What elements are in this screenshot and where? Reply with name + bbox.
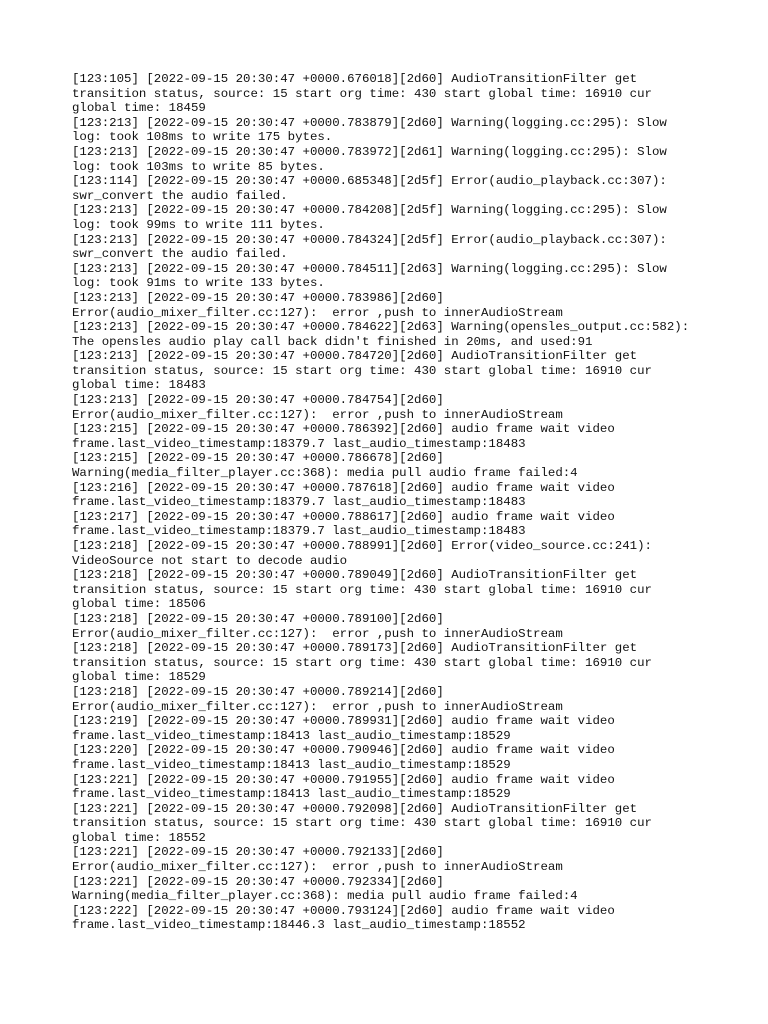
log-line: [123:215] [2022-09-15 20:30:47 +0000.786392][2d60] audio frame wait video bbox=[72, 422, 615, 437]
log-line: [123:114] [2022-09-15 20:30:47 +0000.685348][2d5f] Error(audio_playback.cc:307): bbox=[72, 174, 667, 189]
log-line: frame.last_video_timestamp:18379.7 last_audio_timestamp:18483 bbox=[72, 524, 526, 539]
log-line: transition status, source: 15 start org time: 430 start global time: 16910 cur bbox=[72, 655, 652, 670]
log-line: Warning(media_filter_player.cc:368): media pull audio frame failed:4 bbox=[72, 889, 578, 904]
log-line: [123:221] [2022-09-15 20:30:47 +0000.792133][2d60] bbox=[72, 845, 444, 860]
log-line: Error(audio_mixer_filter.cc:127): error ,push to innerAudioStream bbox=[72, 407, 563, 422]
log-line: transition status, source: 15 start org time: 430 start global time: 16910 cur bbox=[72, 816, 652, 831]
log-line: global time: 18506 bbox=[72, 597, 206, 612]
log-text-block bbox=[72, 72, 732, 933]
log-line: log: took 108ms to write 175 bytes. bbox=[72, 130, 333, 145]
log-line: [123:218] [2022-09-15 20:30:47 +0000.789214][2d60] bbox=[72, 684, 444, 699]
log-line: swr_convert the audio failed. bbox=[72, 247, 288, 262]
log-line: [123:222] [2022-09-15 20:30:47 +0000.793124][2d60] audio frame wait video bbox=[72, 903, 615, 918]
log-line: [123:213] [2022-09-15 20:30:47 +0000.783986][2d60] bbox=[72, 290, 444, 305]
log-line: frame.last_video_timestamp:18379.7 last_audio_timestamp:18483 bbox=[72, 495, 526, 510]
log-line: [123:216] [2022-09-15 20:30:47 +0000.787618][2d60] audio frame wait video bbox=[72, 480, 615, 495]
log-line: Warning(media_filter_player.cc:368): media pull audio frame failed:4 bbox=[72, 466, 578, 481]
log-line: [123:213] [2022-09-15 20:30:47 +0000.784622][2d63] Warning(opensles_output.cc:582): bbox=[72, 320, 690, 335]
log-line: transition status, source: 15 start org time: 430 start global time: 16910 cur bbox=[72, 363, 652, 378]
log-line: [123:217] [2022-09-15 20:30:47 +0000.788617][2d60] audio frame wait video bbox=[72, 509, 615, 524]
log-line: log: took 103ms to write 85 bytes. bbox=[72, 159, 325, 174]
log-line: [123:213] [2022-09-15 20:30:47 +0000.783972][2d61] Warning(logging.cc:295): Slow bbox=[72, 144, 667, 159]
log-line: global time: 18459 bbox=[72, 101, 206, 116]
log-line: frame.last_video_timestamp:18379.7 last_audio_timestamp:18483 bbox=[72, 436, 526, 451]
log-line: swr_convert the audio failed. bbox=[72, 188, 288, 203]
log-line: global time: 18529 bbox=[72, 670, 206, 685]
log-line: [123:220] [2022-09-15 20:30:47 +0000.790946][2d60] audio frame wait video bbox=[72, 743, 615, 758]
log-line: log: took 99ms to write 111 bytes. bbox=[72, 217, 325, 232]
log-line: Error(audio_mixer_filter.cc:127): error ,push to innerAudioStream bbox=[72, 305, 563, 320]
log-line: [123:219] [2022-09-15 20:30:47 +0000.789931][2d60] audio frame wait video bbox=[72, 714, 615, 729]
log-line: global time: 18483 bbox=[72, 378, 206, 393]
log-line: [123:215] [2022-09-15 20:30:47 +0000.786678][2d60] bbox=[72, 451, 444, 466]
log-document bbox=[72, 72, 732, 933]
log-line: frame.last_video_timestamp:18446.3 last_audio_timestamp:18552 bbox=[72, 918, 526, 933]
log-line: [123:105] [2022-09-15 20:30:47 +0000.676018][2d60] AudioTransitionFilter get bbox=[72, 72, 638, 86]
log-line: [123:218] [2022-09-15 20:30:47 +0000.789049][2d60] AudioTransitionFilter get bbox=[72, 568, 638, 583]
log-line: [123:221] [2022-09-15 20:30:47 +0000.791955][2d60] audio frame wait video bbox=[72, 772, 615, 787]
log-line: VideoSource not start to decode audio bbox=[72, 553, 348, 568]
log-line: global time: 18552 bbox=[72, 830, 206, 845]
log-line: [123:213] [2022-09-15 20:30:47 +0000.784324][2d5f] Error(audio_playback.cc:307): bbox=[72, 232, 667, 247]
log-line: [123:218] [2022-09-15 20:30:47 +0000.789173][2d60] AudioTransitionFilter get bbox=[72, 641, 638, 656]
log-line: [123:218] [2022-09-15 20:30:47 +0000.789100][2d60] bbox=[72, 611, 444, 626]
log-line: [123:213] [2022-09-15 20:30:47 +0000.784511][2d63] Warning(logging.cc:295): Slow bbox=[72, 261, 667, 276]
log-line: transition status, source: 15 start org time: 430 start global time: 16910 cur bbox=[72, 86, 652, 101]
log-line: Error(audio_mixer_filter.cc:127): error ,push to innerAudioStream bbox=[72, 699, 563, 714]
log-line: [123:213] [2022-09-15 20:30:47 +0000.784720][2d60] AudioTransitionFilter get bbox=[72, 349, 638, 364]
log-line: frame.last_video_timestamp:18413 last_audio_timestamp:18529 bbox=[72, 728, 511, 743]
log-line: The opensles audio play call back didn't finished in 20ms, and used:91 bbox=[72, 334, 593, 349]
log-line: [123:213] [2022-09-15 20:30:47 +0000.784754][2d60] bbox=[72, 393, 444, 408]
log-line: frame.last_video_timestamp:18413 last_audio_timestamp:18529 bbox=[72, 757, 511, 772]
log-line: frame.last_video_timestamp:18413 last_audio_timestamp:18529 bbox=[72, 787, 511, 802]
log-line: Error(audio_mixer_filter.cc:127): error ,push to innerAudioStream bbox=[72, 860, 563, 875]
log-line: transition status, source: 15 start org time: 430 start global time: 16910 cur bbox=[72, 582, 652, 597]
log-line: Error(audio_mixer_filter.cc:127): error ,push to innerAudioStream bbox=[72, 626, 563, 641]
log-line: [123:218] [2022-09-15 20:30:47 +0000.788991][2d60] Error(video_source.cc:241): bbox=[72, 539, 652, 553]
log-line: [123:213] [2022-09-15 20:30:47 +0000.784208][2d5f] Warning(logging.cc:295): Slow bbox=[72, 203, 667, 218]
log-line: [123:221] [2022-09-15 20:30:47 +0000.792098][2d60] AudioTransitionFilter get bbox=[72, 801, 638, 816]
log-line: [123:213] [2022-09-15 20:30:47 +0000.783879][2d60] Warning(logging.cc:295): Slow bbox=[72, 115, 667, 130]
log-line: log: took 91ms to write 133 bytes. bbox=[72, 276, 325, 291]
log-line: [123:221] [2022-09-15 20:30:47 +0000.792334][2d60] bbox=[72, 874, 444, 889]
